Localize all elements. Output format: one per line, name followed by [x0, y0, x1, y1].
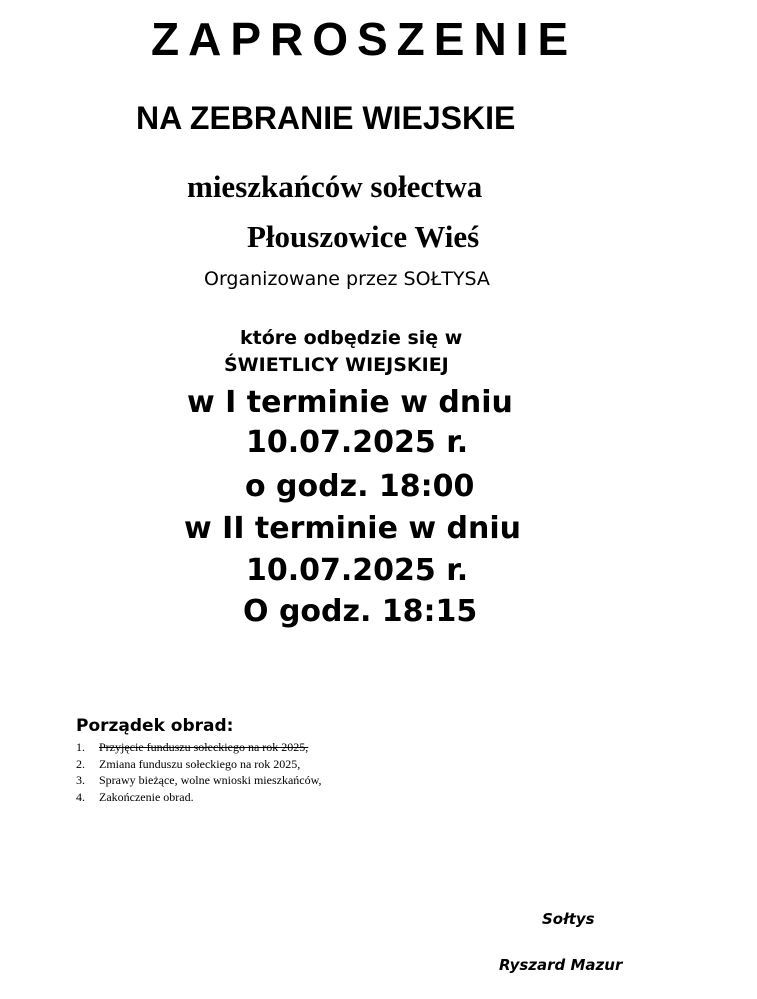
- first-term-date: 10.07.2025 r.: [246, 425, 469, 460]
- agenda-item: [76, 772, 322, 789]
- agenda-item-text: Zmiana funduszu sołeckiego na rok 2025,: [99, 756, 301, 771]
- village-name: Płouszowice Wieś: [247, 219, 480, 254]
- venue-name: ŚWIETLICY WIEJSKIEJ: [224, 354, 449, 376]
- second-term-label: w II terminie w dniu: [184, 511, 522, 546]
- venue-intro: które odbędzie się w: [240, 327, 463, 349]
- agenda-item: [76, 739, 322, 756]
- agenda-item-number: 3.: [76, 773, 85, 787]
- agenda-item-number: 1.: [76, 740, 85, 754]
- agenda-item-text: Sprawy bieżące, wolne wnioski mieszkańców,: [99, 773, 322, 787]
- organizer-line: Organizowane przez SOŁTYSA: [204, 268, 490, 290]
- residents-line: mieszkańców sołectwa: [187, 169, 483, 204]
- invitation-title: ZAPROSZENIE: [151, 13, 578, 65]
- agenda-item: [76, 756, 322, 773]
- second-term-date: 10.07.2025 r.: [246, 553, 469, 588]
- first-term-time: o godz. 18:00: [245, 469, 475, 504]
- second-term-time: O godz. 18:15: [243, 594, 478, 629]
- signature-name: Ryszard Mazur: [499, 956, 623, 974]
- agenda-heading: Porządek obrad:: [76, 716, 234, 736]
- meeting-subtitle: NA ZEBRANIE WIEJSKIE: [136, 100, 516, 136]
- agenda-item-number: 2.: [76, 756, 85, 771]
- first-term-label: w I terminie w dniu: [187, 385, 513, 420]
- agenda-item-text-struck: Przyjęcie funduszu sołeckiego na rok 2025,: [99, 740, 309, 754]
- agenda-item: [76, 789, 322, 806]
- agenda-list: [76, 739, 322, 805]
- agenda-item-number: 4.: [76, 789, 85, 804]
- agenda-item-text: Zakończenie obrad.: [99, 789, 194, 804]
- signature-role: Sołtys: [542, 910, 595, 928]
